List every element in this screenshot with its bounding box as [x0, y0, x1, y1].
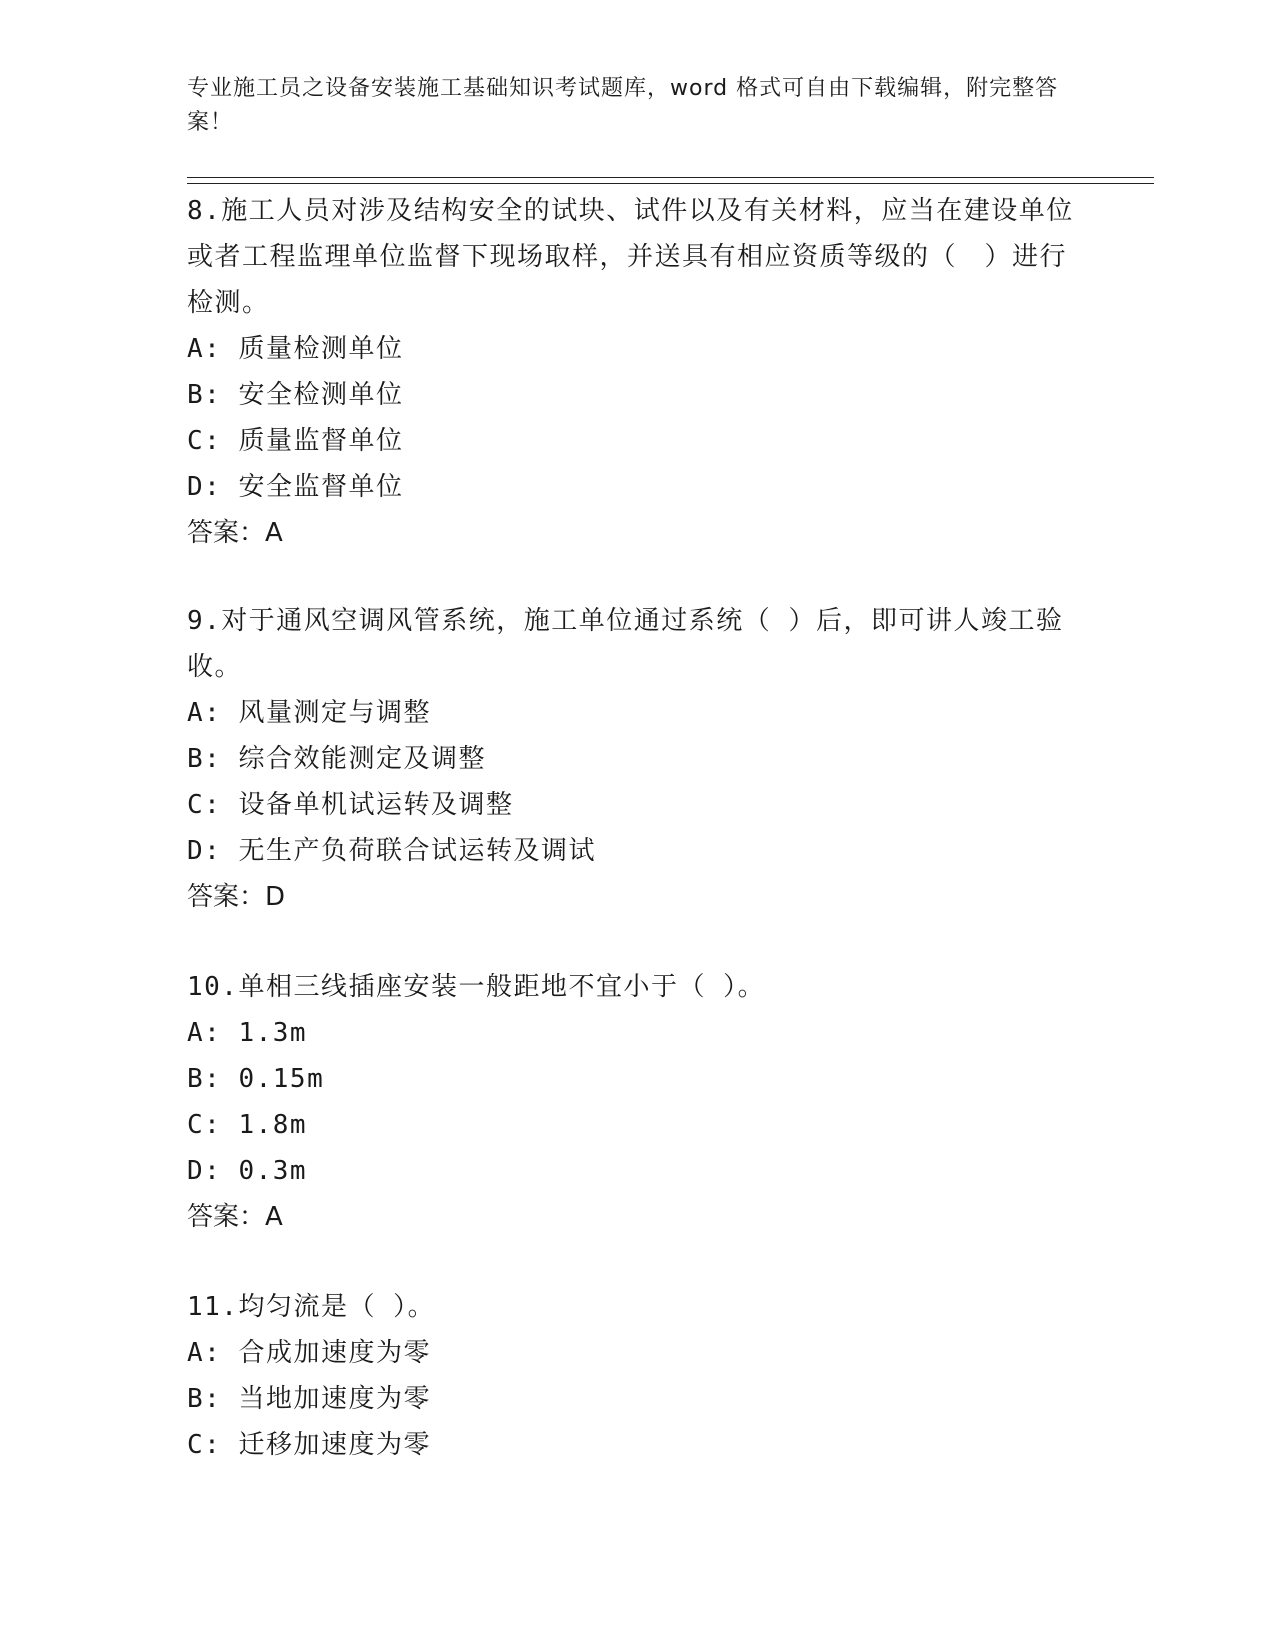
option-b: B: 当地加速度为零 — [187, 1384, 431, 1414]
header-text: 专业施工员之设备安装施工基础知识考试题库，word 格式可自由下载编辑，附完整答案！ — [187, 76, 1059, 135]
answer-line: 答案：A — [187, 1202, 283, 1232]
option-d: D: 无生产负荷联合试运转及调试 — [187, 836, 596, 866]
option-d: D: 0.3m — [187, 1156, 308, 1186]
option-a: A: 质量检测单位 — [187, 334, 404, 364]
option-a: A: 风量测定与调整 — [187, 698, 431, 728]
question-text: 8.施工人员对涉及结构安全的试块、试件以及有关材料，应当在建设单位或者工程监理单位监督下现场取样，并送具有相应资质等级的（ ）进行检测。 — [187, 196, 1074, 318]
answer-line: 答案：A — [187, 518, 283, 548]
question-text: 11.均匀流是（ ）。 — [187, 1292, 436, 1322]
option-a: A: 合成加速度为零 — [187, 1338, 431, 1368]
question-block-9 — [187, 598, 1087, 920]
option-b: B: 安全检测单位 — [187, 380, 404, 410]
question-block-8 — [187, 188, 1087, 556]
option-c: C: 设备单机试运转及调整 — [187, 790, 514, 820]
answer-line: 答案：D — [187, 882, 286, 912]
option-c: C: 1.8m — [187, 1110, 308, 1140]
option-c: C: 迁移加速度为零 — [187, 1430, 431, 1460]
option-d: D: 安全监督单位 — [187, 472, 404, 502]
option-a: A: 1.3m — [187, 1018, 308, 1048]
document-header — [187, 72, 1087, 140]
header-rule-bottom — [187, 183, 1154, 184]
header-rule-top — [187, 177, 1154, 178]
option-c: C: 质量监督单位 — [187, 426, 404, 456]
option-b: B: 综合效能测定及调整 — [187, 744, 486, 774]
question-block-10 — [187, 964, 1087, 1240]
option-b: B: 0.15m — [187, 1064, 325, 1094]
question-text: 10.单相三线插座安装一般距地不宜小于（ ）。 — [187, 972, 766, 1002]
question-block-11 — [187, 1284, 1087, 1468]
question-text: 9.对于通风空调风管系统，施工单位通过系统（ ）后，即可讲人竣工验收。 — [187, 606, 1064, 682]
